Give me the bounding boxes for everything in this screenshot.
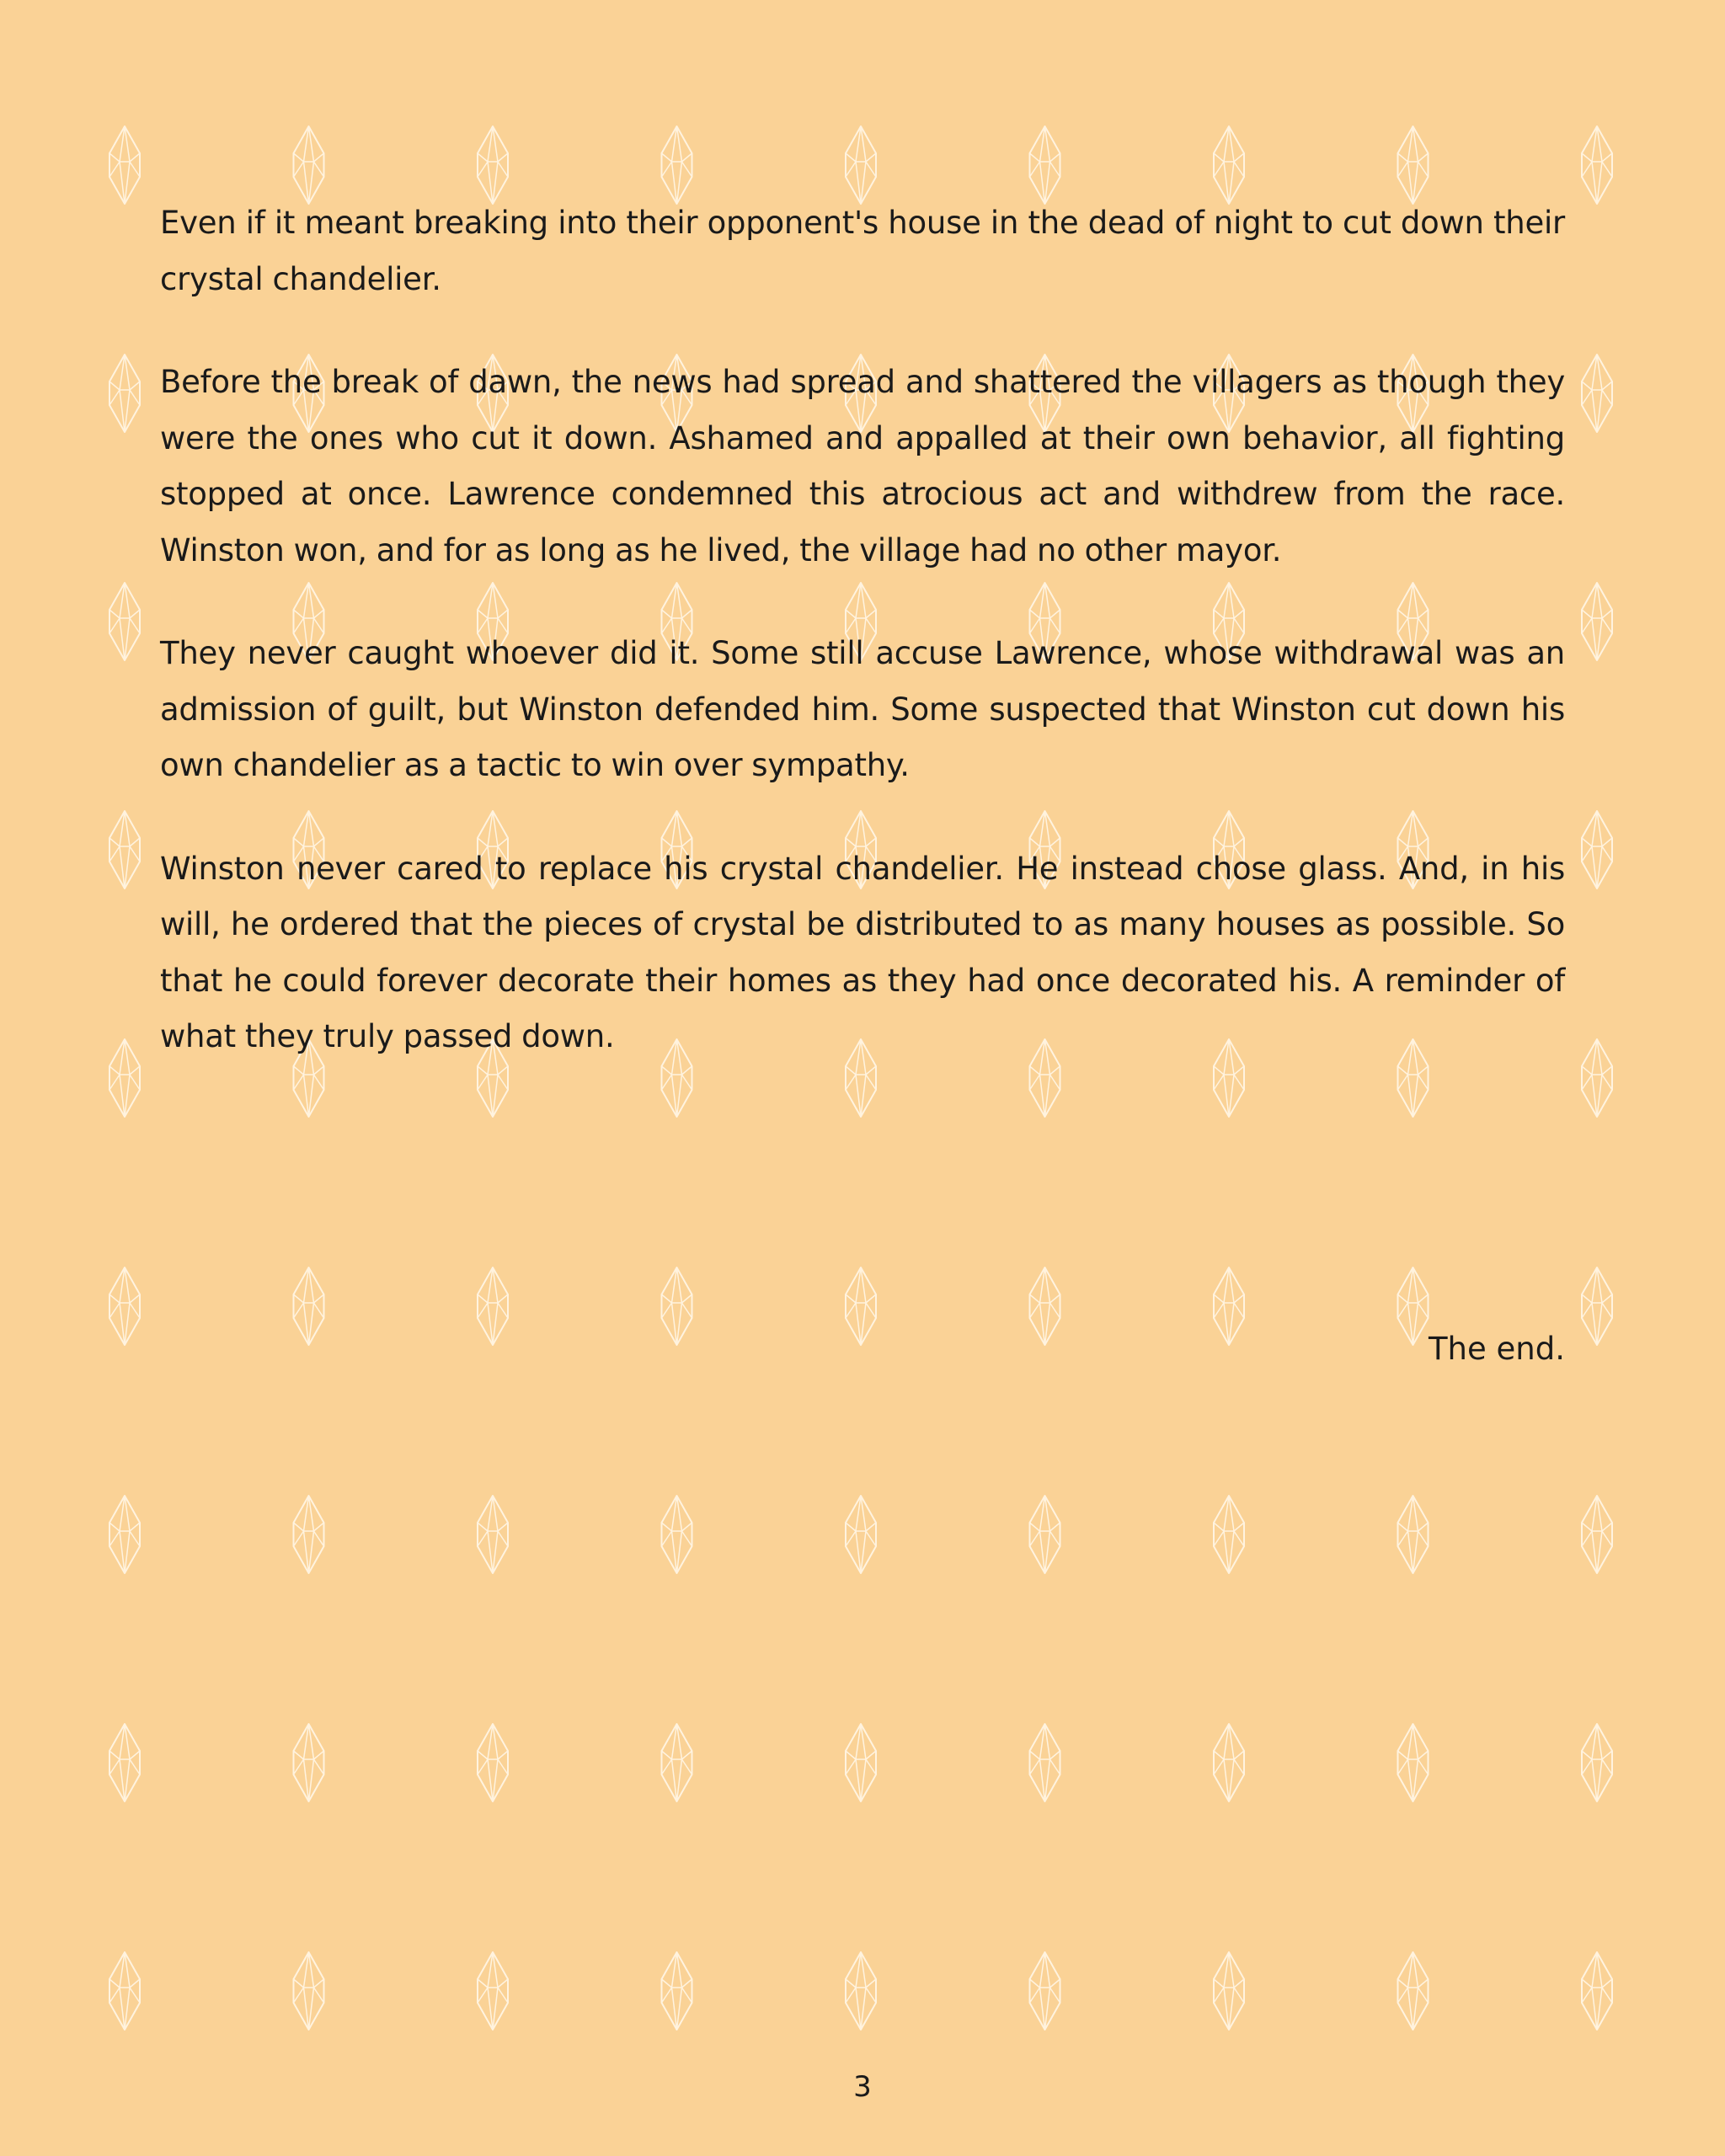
paragraph-3: They never caught whoever did it. Some still accuse Lawrence, whose withdrawal was an admission of guilt, but Winston defended him. Some suspected that Winston cut down his own chandelier as a tactic to win over sympathy. (160, 635, 1565, 783)
closing-line: The end. (1428, 1331, 1565, 1367)
paragraph-2: Before the break of dawn, the news had spread and shattered the villagers as though they were the ones who cut it down. Ashamed and appalled at their own behavior, all fighting stopped at once. Lawrence condemned this atrocious act and withdrew from the race. Winston won, and for as long as he lived, the village had no other mayor. (160, 364, 1565, 568)
paragraph-4: Winston never cared to replace his crystal chandelier. He instead chose glass. And, in his will, he ordered that the pieces of crystal be distributed to as many houses as possible. So that he could forever decorate their homes as they had once decorated his. A reminder of what they truly passed down. (160, 850, 1565, 1054)
page-number: 3 (853, 2070, 872, 2104)
story-body (160, 195, 1565, 1113)
paragraph-1: Even if it meant breaking into their opponent's house in the dead of night to cut down their crystal chandelier. (160, 205, 1565, 297)
